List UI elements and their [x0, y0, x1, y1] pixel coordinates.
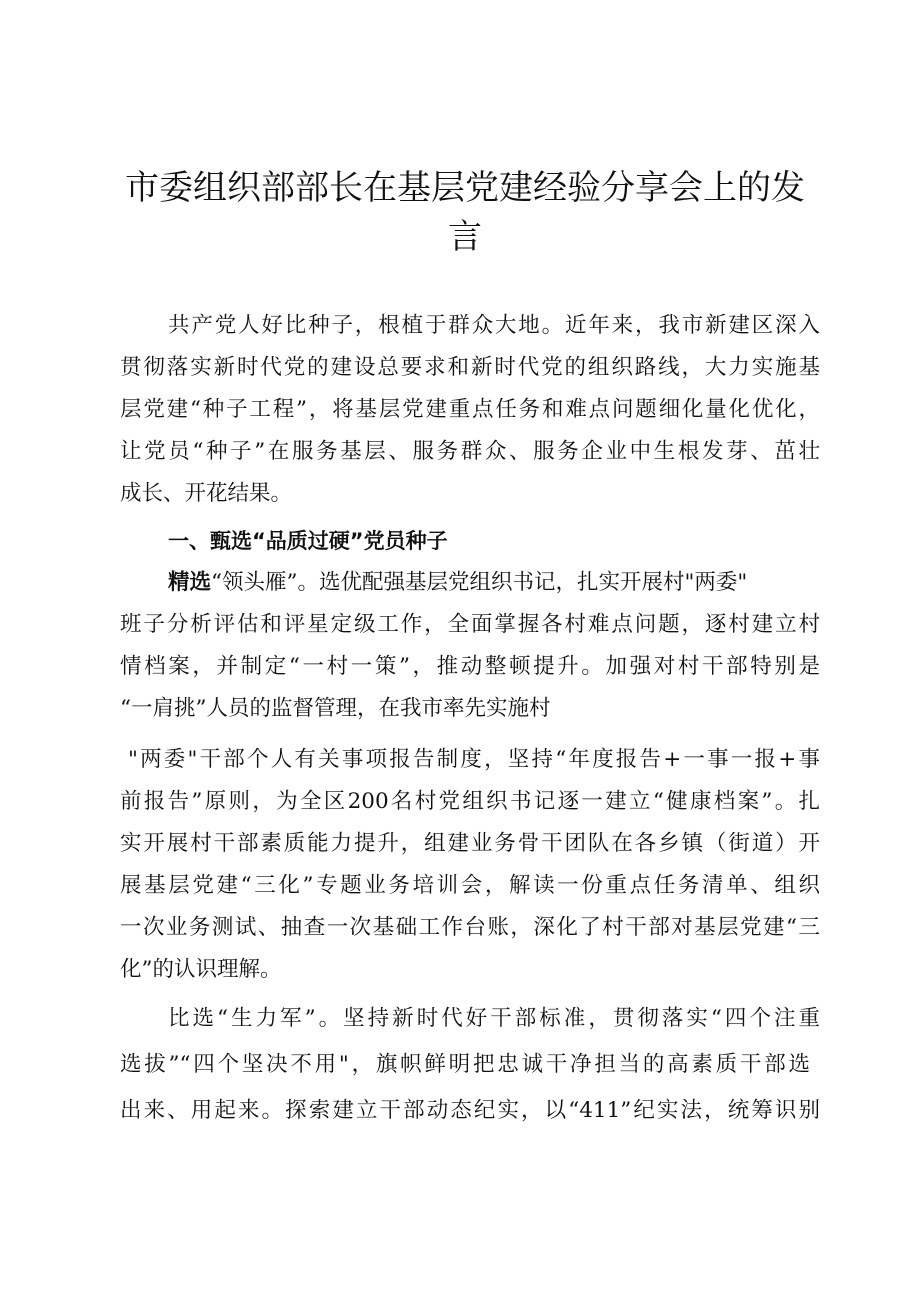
- paragraph-line: 一次业务测试、抽查一次基础工作台账，深化了村干部对基层党建“三: [120, 915, 820, 940]
- paragraph-line: 层党建“种子工程”，将基层党建重点任务和难点问题细化量化优化，: [120, 397, 820, 422]
- paragraph-line: 出来、用起来。探索建立干部动态纪实，以“411”纪实法，统筹识别: [120, 1098, 820, 1123]
- section-heading: 一、甄选“品质过硬”党员种子: [168, 529, 448, 553]
- paragraph-line: 共产党人好比种子，根植于群众大地。近年来，我市新建区深入: [168, 313, 820, 338]
- paragraph-line: 展基层党建“三化”专题业务培训会，解读一份重点任务清单、组织: [120, 873, 820, 898]
- document-title: 市委组织部部长在基层党建经验分享会上的发: [125, 168, 805, 208]
- paragraph-line: 班子分析评估和评星定级工作，全面掌握各村难点问题，逐村建立村: [120, 612, 820, 637]
- paragraph-line: 贯彻落实新时代党的建设总要求和新时代党的组织路线，大力实施基: [120, 355, 820, 380]
- paragraph-line: 前报告”原则，为全区200名村党组织书记逐一建立“健康档案”。扎: [120, 789, 820, 814]
- paragraph-line: 实开展村干部素质能力提升，组建业务骨干团队在各乡镇（街道）开: [120, 831, 820, 856]
- paragraph-line: 情档案，并制定“一村一策”，推动整顿提升。加强对村干部特别是: [120, 654, 820, 679]
- lead-word: 精选: [168, 570, 212, 595]
- paragraph-line: "两委"干部个人有关事项报告制度，坚持“年度报告+一事一报+事: [128, 747, 820, 772]
- paragraph-line: 成长、开花结果。: [120, 481, 293, 506]
- paragraph-line: 让党员“种子”在服务基层、服务群众、服务企业中生根发芽、茁壮: [120, 439, 820, 464]
- paragraph-text: “领头雁”。选优配强基层党组织书记，扎实开展村"两委": [211, 570, 748, 595]
- paragraph-line: 化”的认识理解。: [120, 957, 282, 982]
- paragraph-line: [168, 568, 820, 598]
- paragraph-line: 比选“生力军”。坚持新时代好干部标准，贯彻落实“四个注重: [168, 1006, 820, 1031]
- paragraph-line: “一肩挑”人员的监督管理，在我市率先实施村: [120, 696, 551, 721]
- paragraph-line: 选拔”“四个坚决不用"，旗帜鲜明把忠诚干净担当的高素质干部选: [120, 1052, 810, 1077]
- document-title-continued: 言: [448, 217, 482, 257]
